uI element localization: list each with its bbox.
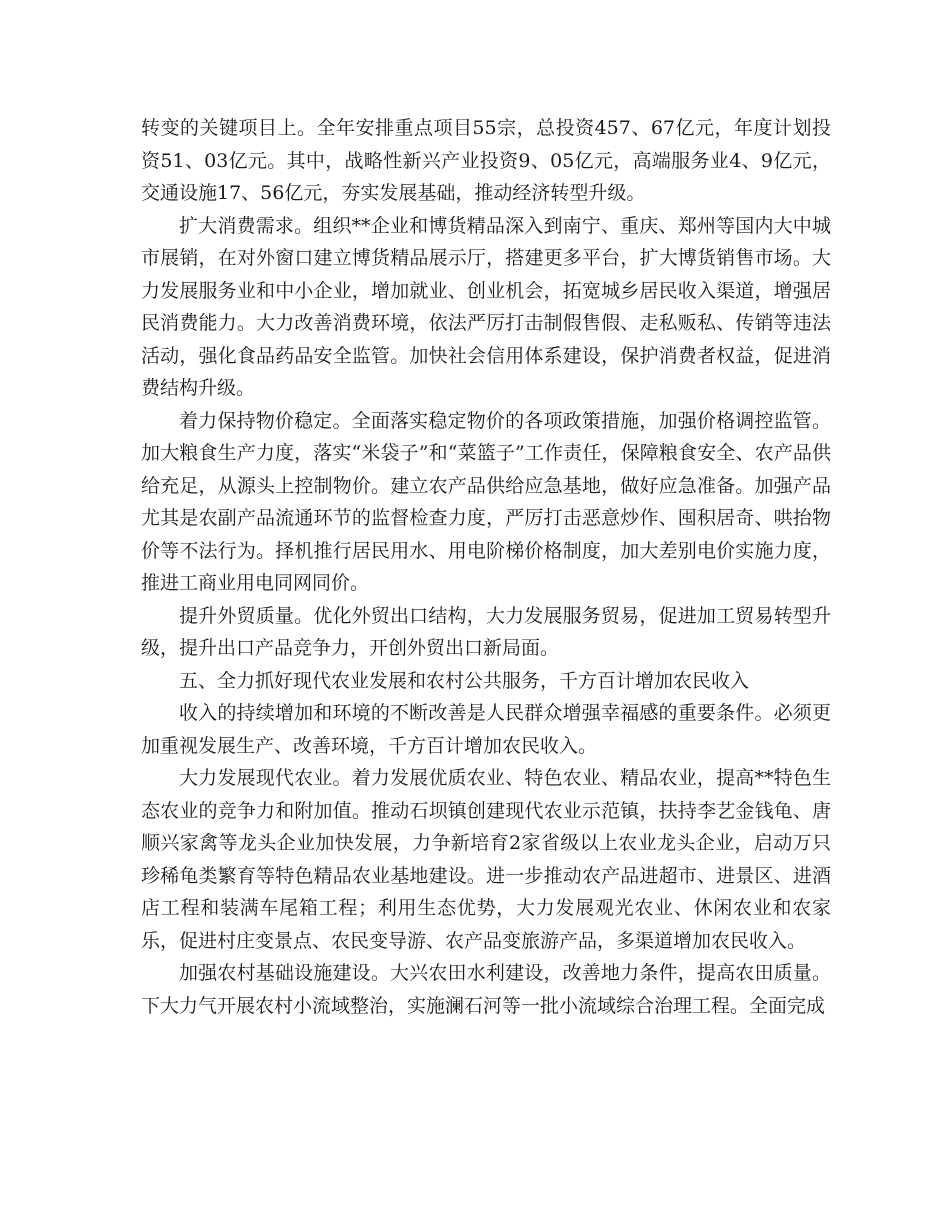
paragraph-key-projects: 转变的关键项目上。全年安排重点项目55宗，总投资457、67亿元，年度计划投资51、03亿元。其中，战略性新兴产业投资9、05亿元，高端服务业4、9亿元，交通设施17、56亿元，夯实发展基础，推动经济转型升级。 xyxy=(141,117,831,204)
paragraph-foreign-trade: 提升外贸质量。优化外贸出口结构，大力发展服务贸易，促进加工贸易转型升级，提升出口产品竞争力，开创外贸出口新局面。 xyxy=(141,604,831,659)
paragraph-price-stability: 着力保持物价稳定。全面落实稳定物价的各项政策措施，加强价格调控监管。加大粮食生产力度，落实“米袋子”和“菜篮子”工作责任，保障粮食安全、农产品供给充足，从源头上控制物价。建立农产品供给应急基地，做好应急准备。加强产品尤其是农副产品流通环节的监督检查力度，严厉打击恶意炒作、囤积居奇、哄抬物价等不法行为。择机推行居民用水、用电阶梯价格制度，加大差别电价实施力度，推进工商业用电同网同价。 xyxy=(141,409,831,594)
paragraph-rural-infrastructure: 加强农村基础设施建设。大兴农田水利建设，改善地力条件，提高农田质量。下大力气开展农村小流域整治，实施澜石河等一批小流域综合治理工程。全面完成 xyxy=(141,962,831,1017)
paragraph-farmer-income: 收入的持续增加和环境的不断改善是人民群众增强幸福感的重要条件。必须更加重视发展生产、改善环境，千方百计增加农民收入。 xyxy=(141,702,831,757)
paragraph-expand-consumption: 扩大消费需求。组织**企业和博货精品深入到南宁、重庆、郑州等国内大中城市展销，在对外窗口建立博货精品展示厅，搭建更多平台，扩大博货销售市场。大力发展服务业和中小企业，增加就业、创业机会，拓宽城乡居民收入渠道，增强居民消费能力。大力改善消费环境，依法严厉打击制假售假、走私贩私、传销等违法活动，强化食品药品安全监管。加快社会信用体系建设，保护消费者权益，促进消费结构升级。 xyxy=(141,214,831,399)
document-body xyxy=(141,112,831,1022)
paragraph-modern-agriculture: 大力发展现代农业。着力发展优质农业、特色农业、精品农业，提高**特色生态农业的竞争力和附加值。推动石坝镇创建现代农业示范镇，扶持李艺金钱龟、唐顺兴家禽等龙头企业加快发展，力争新培育2家省级以上农业龙头企业，启动万只珍稀龟类繁育等特色精品农业基地建设。进一步推动农产品进超市、进景区、进酒店工程和装满车尾箱工程；利用生态优势，大力发展观光农业、休闲农业和农家乐，促进村庄变景点、农民变导游、农产品变旅游产品，多渠道增加农民收入。 xyxy=(141,767,831,952)
section-heading-agriculture: 五、全力抓好现代农业发展和农村公共服务，千方百计增加农民收入 xyxy=(179,669,750,692)
